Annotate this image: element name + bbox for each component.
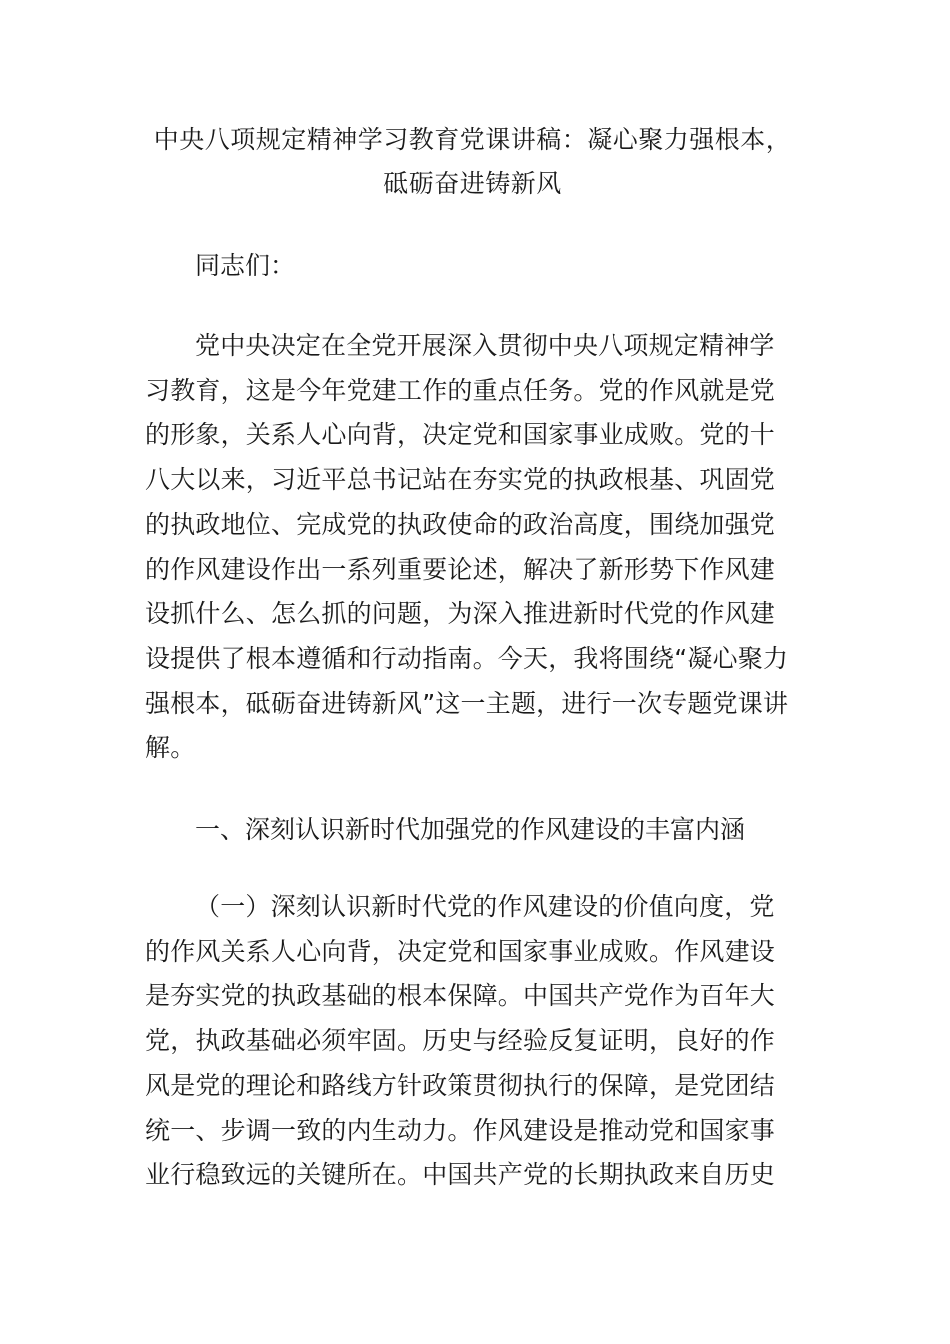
paragraph-line: 设抓什么、怎么抓的问题，为深入推进新时代党的作风建 (145, 599, 776, 629)
paragraph-line: 是夯实党的执政基础的根本保障。中国共产党作为百年大 (145, 981, 776, 1011)
paragraph-line: 强根本，砥砺奋进铸新风”这一主题，进行一次专题党课讲 (145, 688, 789, 718)
intro-paragraph (145, 324, 800, 771)
paragraph-line: 解。 (145, 733, 196, 763)
paragraph-line: 的作风关系人心向背，决定党和国家事业成败。作风建设 (145, 936, 776, 966)
paragraph-line: 习教育，这是今年党建工作的重点任务。党的作风就是党 (145, 375, 776, 405)
section-heading: 一、深刻认识新时代加强党的作风建设的丰富内涵 (195, 815, 746, 844)
paragraph-line: 风是党的理论和路线方针政策贯彻执行的保障，是党团结 (145, 1070, 776, 1100)
paragraph-line: 业行稳致远的关键所在。中国共产党的长期执政来自历史 (145, 1160, 776, 1190)
document-title (145, 118, 800, 206)
title-line-2: 砥砺奋进铸新风 (383, 169, 562, 198)
paragraph-line: 八大以来，习近平总书记站在夯实党的执政根基、巩固党 (145, 465, 776, 495)
title-line-1: 中央八项规定精神学习教育党课讲稿：凝心聚力强根本， (153, 125, 792, 154)
paragraph-line: 党中央决定在全党开展深入贯彻中央八项规定精神学 (195, 331, 775, 360)
paragraph-line: 设提供了根本遵循和行动指南。今天，我将围绕“凝心聚力 (145, 643, 789, 673)
paragraph-line: 党，执政基础必须牢固。历史与经验反复证明，良好的作 (145, 1026, 776, 1056)
paragraph-line: 的执政地位、完成党的执政使命的政治高度，围绕加强党 (145, 509, 776, 539)
greeting: 同志们： (195, 251, 296, 280)
paragraph-line: （一）深刻认识新时代党的作风建设的价值向度，党 (195, 892, 775, 921)
paragraph-line: 统一、步调一致的内生动力。作风建设是推动党和国家事 (145, 1115, 776, 1145)
paragraph-line: 的形象，关系人心向背，决定党和国家事业成败。党的十 (145, 420, 776, 450)
paragraph-line: 的作风建设作出一系列重要论述，解决了新形势下作风建 (145, 554, 776, 584)
section-paragraph (145, 885, 800, 1198)
